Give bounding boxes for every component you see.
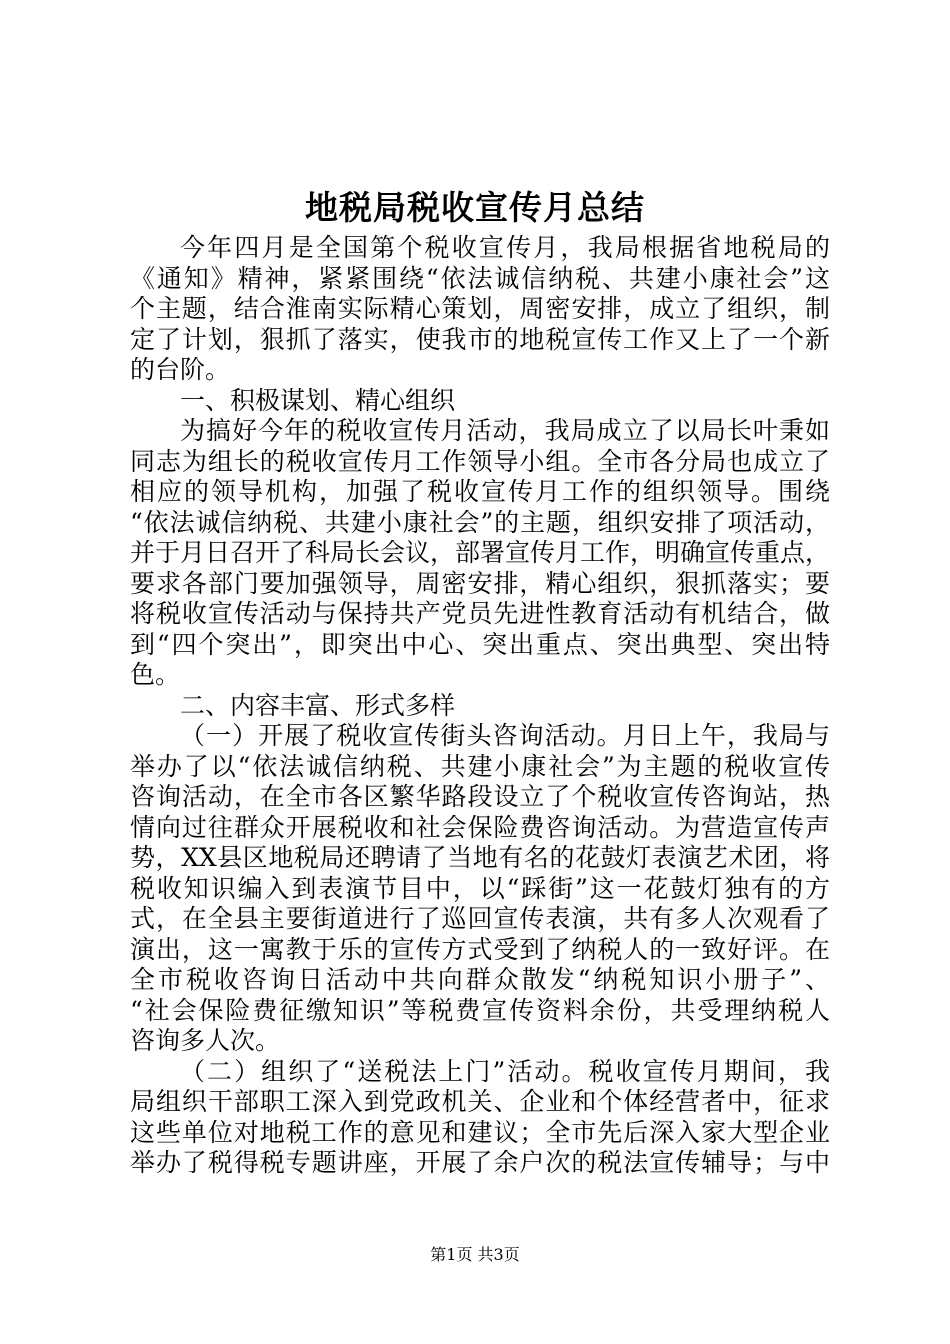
text-line: 全市税收咨询日活动中共向群众散发“纳税知识小册子”、 — [130, 965, 830, 994]
page-footer: 第1页 共3页 — [430, 1245, 520, 1264]
text-line: 相应的领导机构，加强了税收宣传月工作的组织领导。围绕 — [130, 477, 830, 506]
text-line: 同志为组长的税收宣传月工作领导小组。全市各分局也成立了 — [130, 446, 830, 476]
text-line: 一、积极谋划、精心组织 — [180, 385, 456, 415]
text-line: 举办了以“依法诚信纳税、共建小康社会”为主题的税收宣传 — [130, 751, 830, 781]
text-line: 情向过往群众开展税收和社会保险费咨询活动。为营造宣传声 — [130, 812, 830, 842]
text-line: 税收知识编入到表演节目中，以“踩街”这一花鼓灯独有的方 — [130, 873, 830, 903]
text-line: 为搞好今年的税收宣传月活动，我局成立了以局长叶秉如 — [180, 416, 830, 445]
text-line: 举办了税得税专题讲座，开展了余户次的税法宣传辅导；与中 — [130, 1148, 830, 1177]
text-line: “依法诚信纳税、共建小康社会”的主题，组织安排了项活动， — [130, 507, 830, 537]
text-line: 到“四个突出”，即突出中心、突出重点、突出典型、突出特 — [130, 629, 830, 659]
text-line: 将税收宣传活动与保持共产党员先进性教育活动有机结合，做 — [130, 599, 830, 628]
text-line: 势，XX县区地税局还聘请了当地有名的花鼓灯表演艺术团，将 — [130, 843, 830, 872]
text-line: 式，在全县主要街道进行了巡回宣传表演，共有多人次观看了 — [130, 904, 830, 933]
text-line: 局组织干部职工深入到党政机关、企业和个体经营者中，征求 — [130, 1087, 830, 1116]
text-line: 《通知》精神，紧紧围绕“依法诚信纳税、共建小康社会”这 — [130, 263, 830, 293]
text-line: 个主题，结合淮南实际精心策划，周密安排，成立了组织，制 — [130, 294, 830, 323]
text-line: （二）组织了“送税法上门”活动。税收宣传月期间，我 — [180, 1056, 830, 1086]
text-line: 定了计划，狠抓了落实，使我市的地税宣传工作又上了一个新 — [130, 324, 830, 354]
text-line: “社会保险费征缴知识”等税费宣传资料余份，共受理纳税人 — [130, 995, 830, 1025]
document-body — [130, 233, 830, 1179]
text-line: 并于月日召开了科局长会议，部署宣传月工作，明确宣传重点， — [130, 538, 831, 567]
document-title: 地税局税收宣传月总结 — [305, 188, 645, 227]
text-line: 咨询多人次。 — [130, 1026, 281, 1055]
text-line: （一）开展了税收宣传街头咨询活动。月日上午，我局与 — [180, 721, 830, 750]
text-line: 色。 — [130, 660, 181, 689]
text-line: 演出，这一寓教于乐的宣传方式受到了纳税人的一致好评。在 — [130, 934, 830, 964]
text-line: 咨询活动，在全市各区繁华路段设立了个税收宣传咨询站，热 — [130, 782, 830, 811]
text-line: 这些单位对地税工作的意见和建议；全市先后深入家大型企业 — [130, 1117, 830, 1147]
text-line: 今年四月是全国第个税收宣传月，我局根据省地税局的 — [180, 233, 830, 262]
text-line: 二、内容丰富、形式多样 — [180, 690, 456, 720]
text-line: 的台阶。 — [130, 355, 231, 384]
text-line: 要求各部门要加强领导，周密安排，精心组织，狠抓落实；要 — [130, 568, 830, 598]
